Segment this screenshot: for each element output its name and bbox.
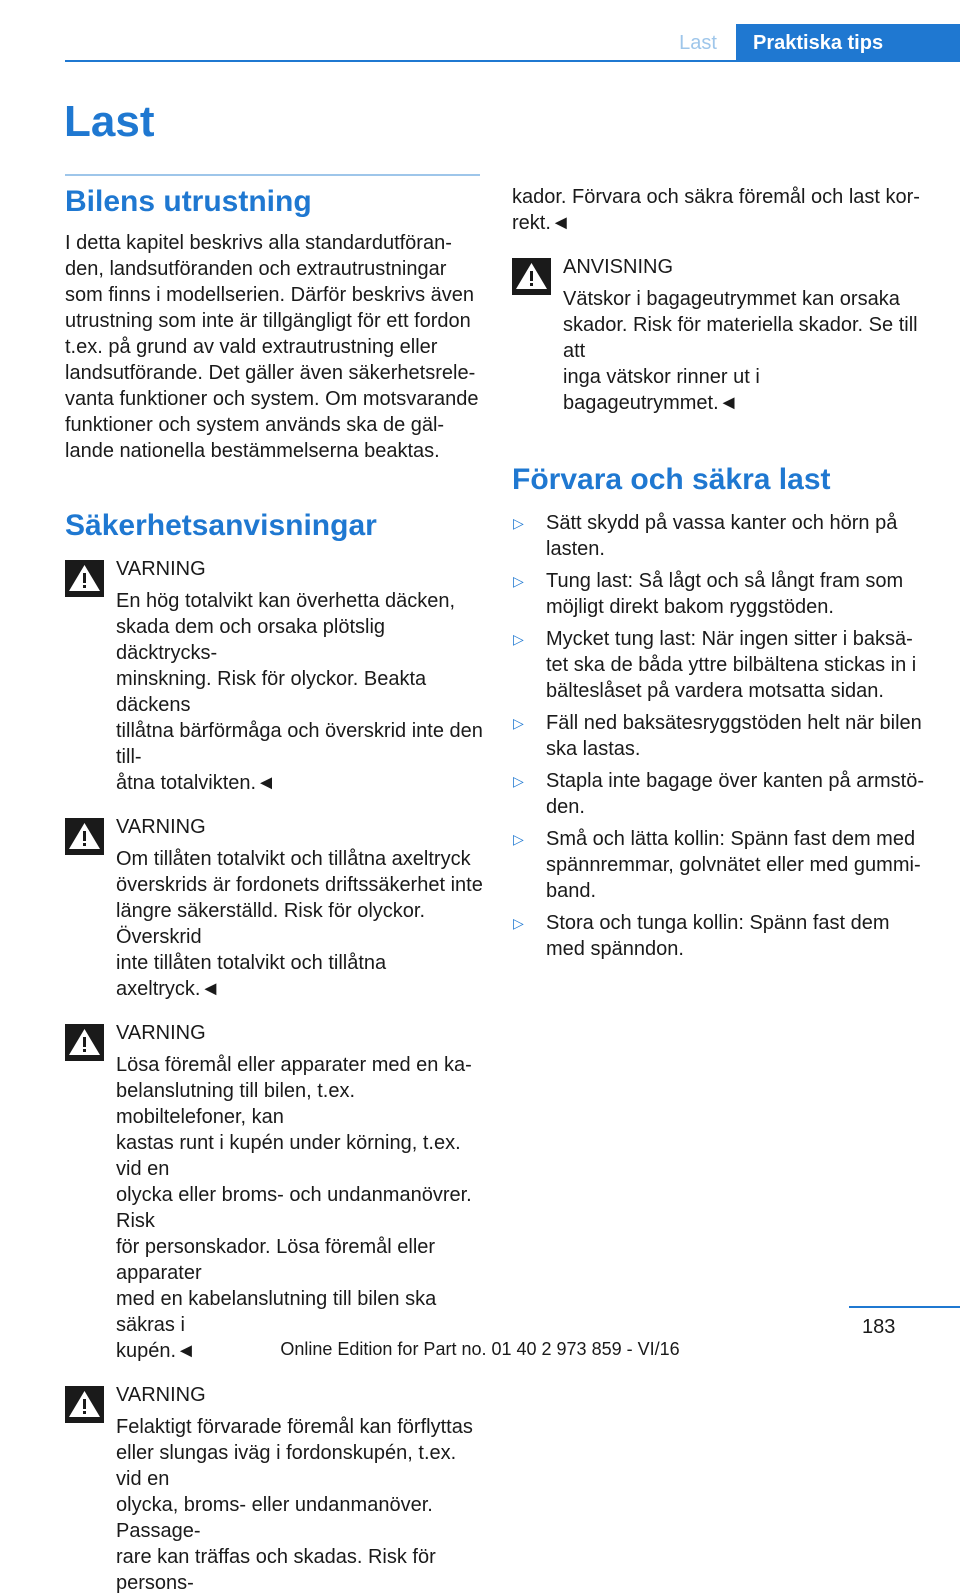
warning-triangle-icon: [65, 1024, 104, 1061]
list-item-text: Fäll ned baksätesryggstöden helt när bilen ska lastas.: [546, 712, 922, 760]
warning-triangle-icon: [512, 258, 551, 295]
bullet-triangle-icon: ▷: [513, 631, 524, 647]
warning-label: VARNING: [116, 816, 206, 838]
list-item: [512, 510, 930, 562]
left-column: [65, 184, 483, 1596]
list-item: [512, 910, 930, 962]
list-item-text: Stapla inte bagage över kanten på armstö- den.: [546, 770, 925, 818]
notice-label: ANVISNING: [563, 256, 674, 278]
list-item-text: Sätt skydd på vassa kanter och hörn på lasten.: [546, 512, 898, 560]
page-number: 183: [862, 1316, 896, 1338]
notice-block: [512, 254, 930, 416]
warning-triangle-icon: [65, 1386, 104, 1423]
warning-text: Felaktigt förvarade föremål kan förflyttas eller slungas iväg i fordonskupén, t.ex. vid en olycka, broms- eller undanmanöver. Passage- rare kan träffas och skadas. Risk för persons-: [116, 1416, 473, 1594]
bullet-triangle-icon: ▷: [513, 915, 524, 931]
footer-divider: [849, 1306, 960, 1308]
warning-block-4: [65, 1382, 483, 1596]
notice-text: Vätskor i bagageutrymmet kan orsaka skador. Risk för materiella skador. Se till att inga vätskor rinner ut i bagageutrymmet.◄: [563, 288, 918, 414]
warning-text: En hög totalvikt kan överhetta däcken, skada dem och orsaka plötslig däcktrycks- minskning. Risk för olyckor. Beakta däckens tillåtna bärförmåga och överskrid inte den till- åtna totalvikten.◄: [116, 590, 483, 794]
storage-list: [512, 510, 930, 962]
safety-heading: Säkerhetsanvisningar: [65, 509, 377, 542]
list-item-text: Mycket tung last: När ingen sitter i baksä- tet ska de båda yttre bilbältena stickas in i bälteslåset på vardera motsatta sidan.: [546, 628, 917, 702]
header-divider: [65, 60, 960, 62]
header-chapter-tab[interactable]: Praktiska tips: [736, 24, 960, 62]
title-divider: [65, 174, 480, 176]
warning-block-2: [65, 814, 483, 1002]
list-item-text: Tung last: Så lågt och så långt fram som möjligt direkt bakom ryggstöden.: [546, 570, 904, 618]
warning-block-3: [65, 1020, 483, 1364]
warning-continuation: kador. Förvara och säkra föremål och last kor- rekt.◄: [512, 186, 920, 234]
footer-edition: Online Edition for Part no. 01 40 2 973 859 - VI/16: [280, 1339, 680, 1359]
list-item-text: Stora och tunga kollin: Spänn fast dem med spänndon.: [546, 912, 890, 960]
list-item: [512, 826, 930, 904]
right-column: [512, 184, 930, 968]
header-section-tab[interactable]: Last: [679, 32, 717, 54]
warning-block-1: [65, 556, 483, 796]
bullet-triangle-icon: ▷: [513, 831, 524, 847]
storage-heading: Förvara och säkra last: [512, 463, 831, 496]
bullet-triangle-icon: ▷: [513, 715, 524, 731]
warning-triangle-icon: [65, 560, 104, 597]
warning-text: Om tillåten totalvikt och tillåtna axeltryck överskrids är fordonets driftssäkerhet inte längre säkerställd. Risk för olyckor. Överskrid inte tillåten totalvikt och tillåtna axeltryck.◄: [116, 848, 483, 1000]
list-item: [512, 568, 930, 620]
equipment-heading: Bilens utrustning: [65, 185, 312, 218]
equipment-body: I detta kapitel beskrivs alla standardutföran- den, landsutföranden och extrautrustningar som finns i modellserien. Därför beskrivs även utrustning som inte är tillgängligt för ett fordon t.ex. på grund av vald extrautrustning eller landsutförande. Det gäller även säkerhetsrele- vanta funktioner och system. Om motsvarande funktioner och system används ska de gäl- lande nationella bestämmelserna beaktas.: [65, 232, 479, 462]
list-item: [512, 710, 930, 762]
warning-label: VARNING: [116, 558, 206, 580]
bullet-triangle-icon: ▷: [513, 773, 524, 789]
warning-label: VARNING: [116, 1384, 206, 1406]
warning-text: Lösa föremål eller apparater med en ka- belanslutning till bilen, t.ex. mobiltelefoner, kan kastas runt i kupén under körning, t.ex. vid en olycka eller broms- och undanmanövrer. Risk för personskador. Lösa föremål eller apparater med en kabelanslutning till bilen ska säkras i kupén.◄: [116, 1054, 472, 1362]
bullet-triangle-icon: ▷: [513, 573, 524, 589]
page-title: Last: [64, 97, 155, 146]
list-item-text: Små och lätta kollin: Spänn fast dem med spännremmar, golvnätet eller med gummi- band.: [546, 828, 921, 902]
bullet-triangle-icon: ▷: [513, 515, 524, 531]
list-item: [512, 626, 930, 704]
warning-triangle-icon: [65, 818, 104, 855]
list-item: [512, 768, 930, 820]
warning-label: VARNING: [116, 1022, 206, 1044]
